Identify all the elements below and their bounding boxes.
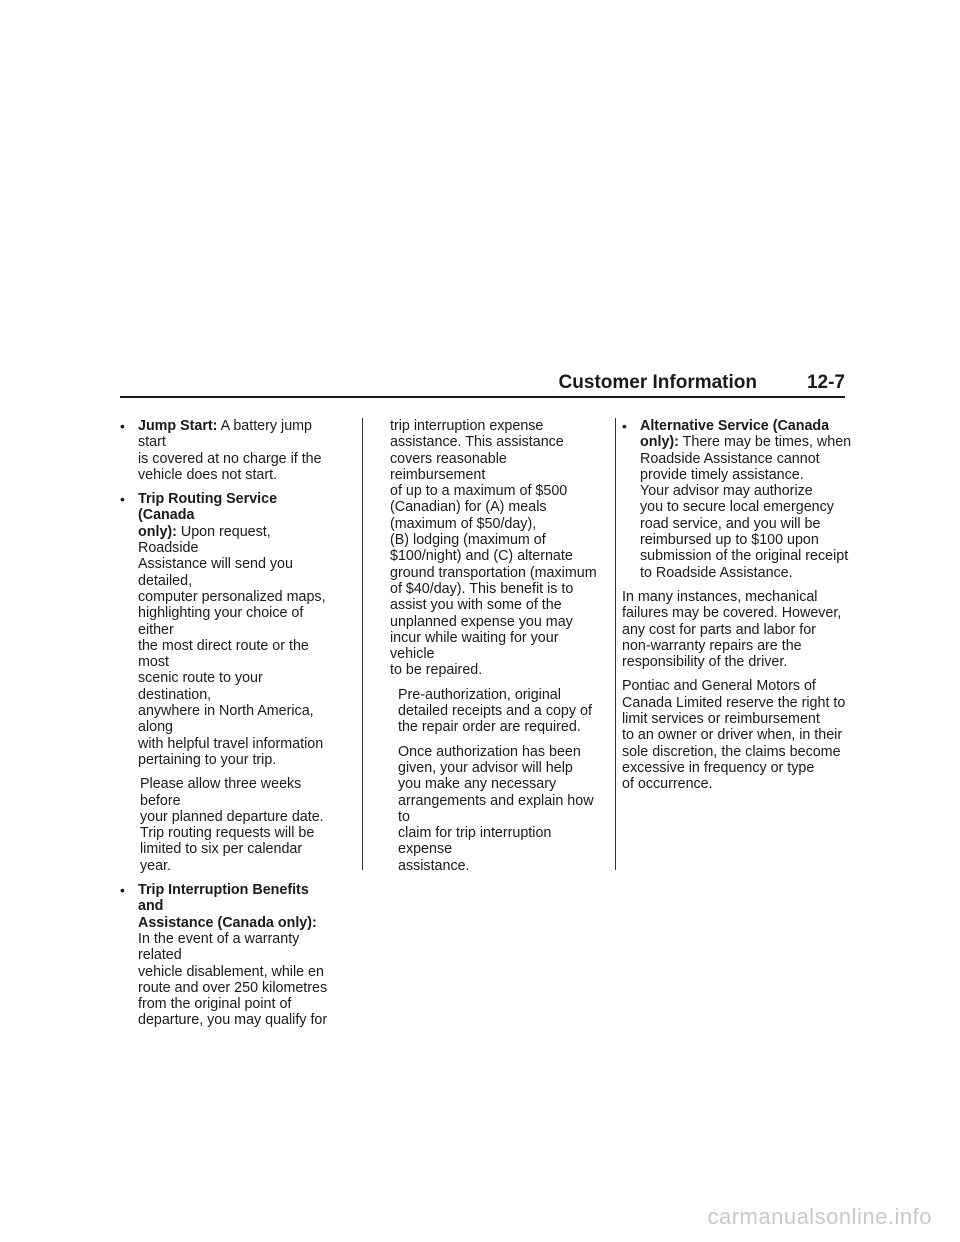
- continued-text: trip interruption expense assistance. This assistance covers reasonable reimbursement of up to a maximum of $500 (Canadian) for (A) meals (maximum of $50/day), (B) lodging (maximum of $100/night) and (C) alternate ground transportation (maximum of $40/day). This benefit is to assist you with some of the unplanned expense you may incur while waiting for your vehicle to be repaired.: [390, 418, 597, 679]
- section-title: Customer Information: [558, 372, 757, 393]
- item-title: Alternative Service (Canada only):: [640, 418, 830, 451]
- column-left: [120, 418, 335, 1037]
- list-item-alternative-service: [622, 418, 854, 581]
- item-text: Upon request, Roadside Assistance will send you detailed, computer personalized maps, highlighting your choice of either the most direct route or the most scenic route to your destination, anywhere in North America, along with helpful travel information pertaining to your trip.: [138, 523, 326, 768]
- page-number: 12-7: [806, 372, 845, 393]
- item-text: There may be times, when Roadside Assistance cannot provide timely assistance. Your advisor may authorize you to secure local emergency road service, and you will be reimbursed up to $100 upon submission of the original receipt to Roadside Assistance.: [640, 434, 852, 581]
- item-title: Jump Start:: [138, 418, 218, 434]
- reservation-paragraph: Pontiac and General Motors of Canada Limited reserve the right to limit services or reimbursement to an owner or driver when, in their sole discretion, the claims become excessive in frequency or type of occurrence.: [622, 678, 846, 793]
- bullet-icon: •: [622, 418, 627, 434]
- column-middle: [390, 418, 605, 882]
- column-divider: [362, 418, 363, 870]
- column-divider: [615, 418, 616, 870]
- bullet-icon: •: [120, 491, 125, 508]
- item-title: Trip Routing Service (Canada only):: [138, 491, 278, 540]
- item-title: Trip Interruption Benefits and Assistance (Canada only):: [138, 882, 317, 931]
- trip-routing-note: Please allow three weeks before your planned departure date. Trip routing requests will be limited to six per calendar year.: [140, 776, 324, 874]
- bullet-icon: •: [120, 882, 125, 899]
- list-item-trip-interruption: [120, 882, 335, 1029]
- page-header: [120, 372, 845, 394]
- watermark: carmanualsonline.info: [707, 1204, 932, 1229]
- bullet-icon: •: [120, 418, 125, 434]
- list-item-jump-start: [120, 418, 335, 483]
- mechanical-failures-paragraph: In many instances, mechanical failures may be covered. However, any cost for parts and labor for non-warranty repairs are the responsibility of the driver.: [622, 588, 842, 671]
- item-text: In the event of a warranty related vehicle disablement, while en route and over 250 kilometres from the original point of departure, you may qualify for: [138, 930, 328, 1029]
- header-rule: [120, 396, 845, 398]
- column-right: [622, 418, 854, 801]
- list-item-trip-routing: [120, 491, 335, 768]
- preauth-note: Pre-authorization, original detailed receipts and a copy of the repair order are required.: [398, 686, 592, 736]
- authorization-note: Once authorization has been given, your advisor will help you make any necessary arrangements and explain how to claim for trip interruption expense assistance.: [398, 743, 594, 874]
- item-text: A battery jump start is covered at no charge if the vehicle does not start.: [138, 418, 322, 483]
